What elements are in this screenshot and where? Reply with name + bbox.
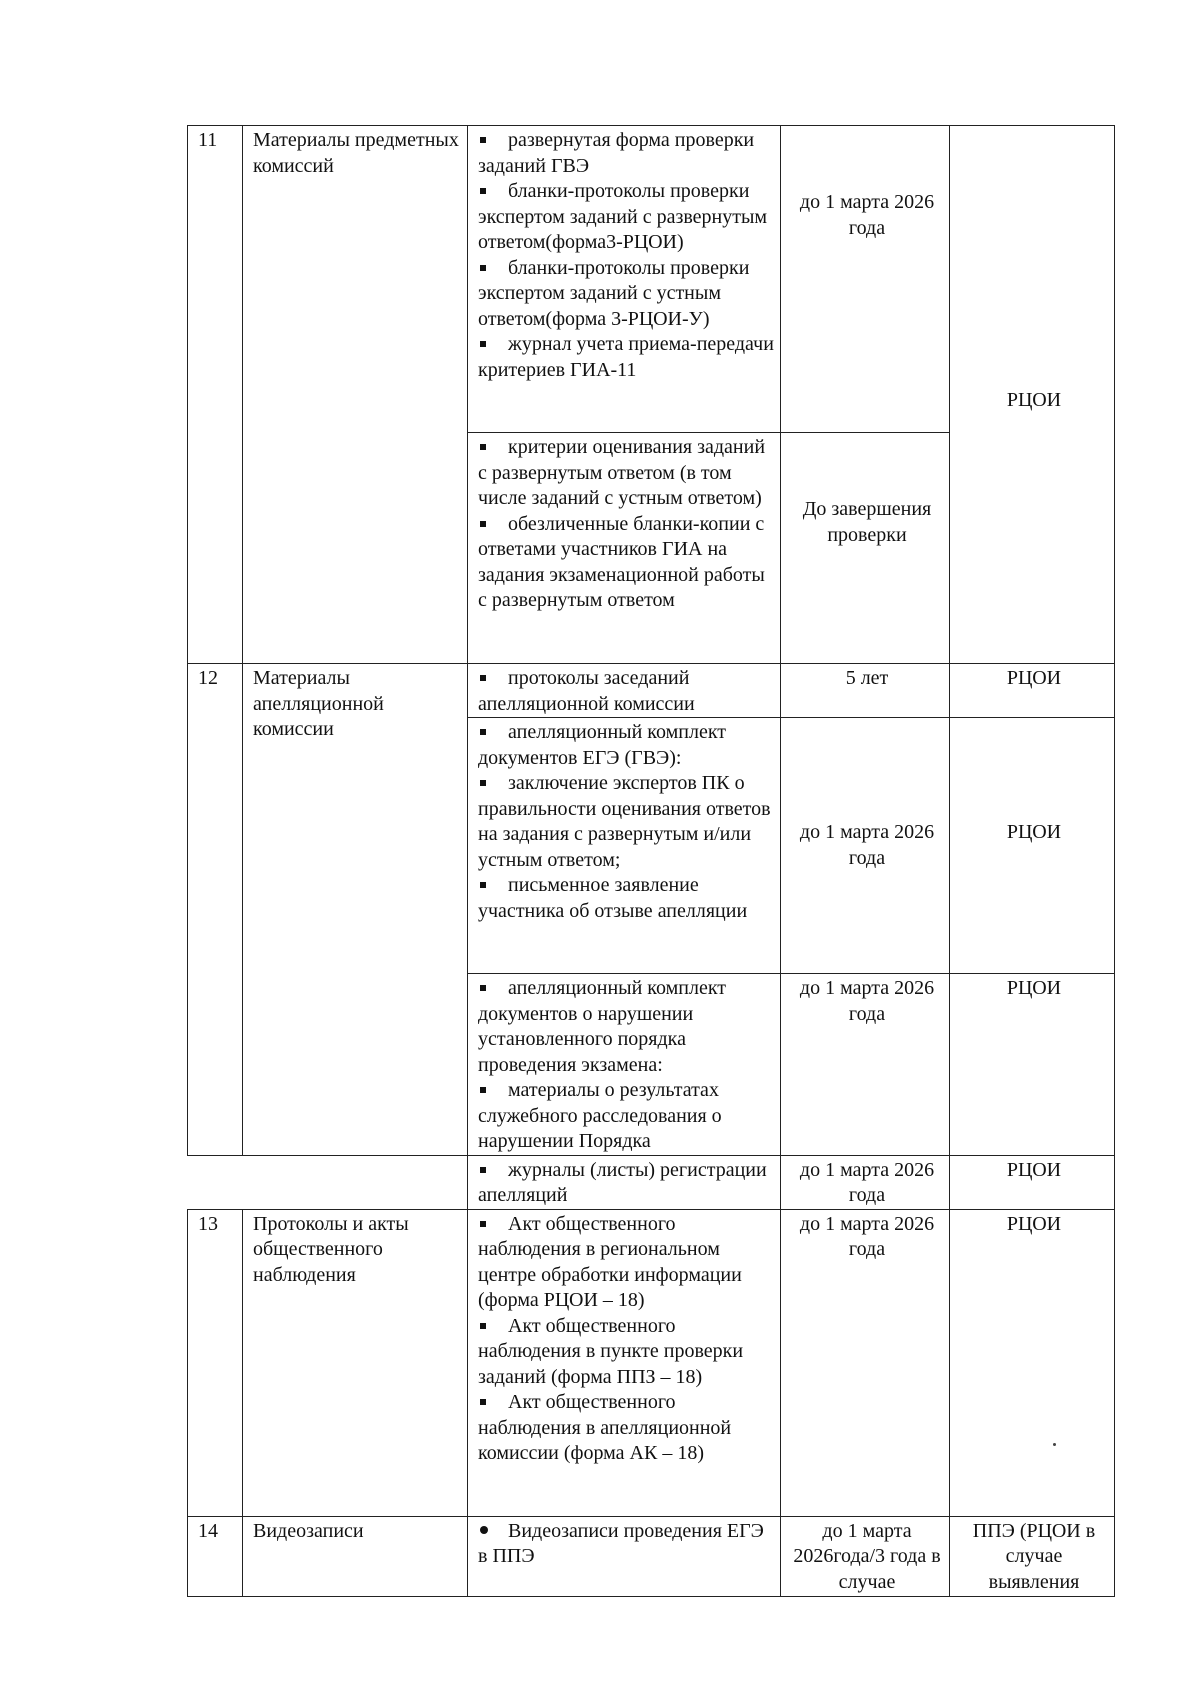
list-item [478, 1158, 774, 1209]
storage-term [781, 433, 950, 664]
list-item-text: протоколы заседаний апелляционной комиссии [478, 667, 695, 715]
bullet-dot-icon [478, 1519, 508, 1545]
list-item-text: Видеозаписи проведения ЕГЭ в ППЭ [478, 1519, 764, 1567]
doc-items-cell [468, 718, 781, 974]
doc-items [478, 720, 774, 924]
list-item [478, 435, 774, 512]
list-item [478, 179, 774, 256]
doc-items-cell [468, 433, 781, 664]
list-item-text: обезличенные бланки-копии с ответами участников ГИА на задания экзаменационной работы с развернутым ответом [478, 512, 765, 611]
storage-term: 5 лет [781, 664, 950, 718]
blank-cell [188, 1155, 468, 1209]
doc-items [478, 1519, 774, 1570]
storage-place: РЦОИ [950, 1155, 1115, 1209]
list-item-text: журнал учета приема-передачи критериев ГИА-11 [478, 333, 774, 381]
storage-term: до 1 марта 2026 года [781, 1209, 950, 1516]
doc-category: Материалы апелляционной комиссии [243, 664, 468, 1156]
list-item-text: апелляционный комплект документов ЕГЭ (ГВЭ): [478, 721, 727, 769]
bullet-square-icon [478, 666, 508, 692]
doc-items [478, 1212, 774, 1467]
list-item-text: бланки-протоколы проверки экспертом заданий с развернутым ответом(форма3-РЦОИ) [478, 180, 768, 253]
storage-term [781, 126, 950, 433]
bullet-square-icon [478, 128, 508, 154]
bullet-square-icon [478, 720, 508, 746]
bullet-square-icon [478, 873, 508, 899]
storage-term-text: до 1 марта 2026 года [799, 191, 935, 239]
doc-category: Видеозаписи [243, 1516, 468, 1596]
table-row [188, 1209, 1115, 1516]
storage-place: РЦОИ [950, 718, 1115, 974]
list-item-text: бланки-протоколы проверки экспертом заданий с устным ответом(форма 3-РЦОИ-У) [478, 256, 750, 330]
list-item [478, 1519, 774, 1570]
doc-items [478, 1158, 774, 1209]
row-number: 14 [188, 1516, 243, 1596]
bullet-square-icon [478, 1314, 508, 1340]
storage-place: РЦОИ [950, 126, 1115, 664]
table-row [188, 664, 1115, 718]
doc-category: Материалы предметных комиссий [243, 126, 468, 664]
bullet-square-icon [478, 332, 508, 358]
list-item [478, 332, 774, 383]
row-number: 13 [188, 1209, 243, 1516]
bullet-square-icon [478, 1078, 508, 1104]
list-item-text: критерии оценивания заданий с развернутым ответом (в том числе заданий с устным ответом) [478, 436, 766, 509]
storage-term: до 1 марта 2026 года [781, 974, 950, 1156]
bullet-square-icon [478, 1390, 508, 1416]
storage-term-text: До завершения проверки [802, 498, 932, 546]
list-item [478, 771, 774, 873]
bullet-square-icon [478, 1212, 508, 1238]
bullet-square-icon [478, 771, 508, 797]
doc-items-cell [468, 1209, 781, 1516]
list-item [478, 256, 774, 333]
doc-items-cell [468, 1516, 781, 1596]
list-item [478, 720, 774, 771]
row-number: 12 [188, 664, 243, 1156]
doc-items-cell [468, 1155, 781, 1209]
list-item [478, 1212, 774, 1314]
list-item [478, 1390, 774, 1467]
doc-items-cell [468, 974, 781, 1156]
bullet-square-icon [478, 179, 508, 205]
doc-items [478, 666, 774, 717]
list-item-text: письменное заявление участника об отзыве апелляции [478, 874, 748, 922]
list-item [478, 666, 774, 717]
list-item [478, 976, 774, 1078]
list-item-text: Акт общественного наблюдения в региональном центре обработки информации (форма РЦОИ – 18) [478, 1212, 742, 1311]
storage-term: до 1 марта 2026 года [781, 1155, 950, 1209]
list-item-text: материалы о результатах служебного расследования о нарушении Порядка [478, 1079, 722, 1152]
storage-term: до 1 марта 2026года/3 года в случае [781, 1516, 950, 1596]
scan-speck [1053, 1443, 1056, 1446]
doc-category: Протоколы и акты общественного наблюдения [243, 1209, 468, 1516]
list-item-text: заключение экспертов ПК о правильности оценивания ответов на задания с развернутым и/или устным ответом; [478, 772, 771, 871]
list-item-text: апелляционный комплект документов о нарушении установленного порядка проведения экзамена: [478, 977, 727, 1076]
storage-place: ППЭ (РЦОИ в случае выявления [950, 1516, 1115, 1596]
table-row [188, 1516, 1115, 1596]
storage-place: РЦОИ [950, 974, 1115, 1156]
list-item-text: журналы (листы) регистрации апелляций [478, 1158, 767, 1206]
doc-items [478, 976, 774, 1155]
doc-items [478, 128, 774, 383]
list-item-text: Акт общественного наблюдения в пункте проверки заданий (форма ППЗ – 18) [478, 1314, 744, 1388]
list-item [478, 512, 774, 614]
bullet-square-icon [478, 512, 508, 538]
storage-place: РЦОИ [950, 664, 1115, 718]
table-row [188, 1155, 1115, 1209]
doc-items [478, 435, 774, 614]
bullet-square-icon [478, 256, 508, 282]
bullet-square-icon [478, 1158, 508, 1184]
records-table [187, 125, 1115, 1597]
bullet-square-icon [478, 435, 508, 461]
list-item-text: развернутая форма проверки заданий ГВЭ [478, 129, 755, 177]
list-item-text: Акт общественного наблюдения в апелляционной комиссии (форма АК – 18) [478, 1391, 732, 1464]
bullet-square-icon [478, 976, 508, 1002]
list-item [478, 1314, 774, 1391]
storage-term [781, 718, 950, 974]
list-item [478, 128, 774, 179]
doc-items-cell [468, 126, 781, 433]
row-number: 11 [188, 126, 243, 664]
storage-place: РЦОИ [950, 1209, 1115, 1516]
table-row [188, 126, 1115, 433]
list-item [478, 1078, 774, 1155]
storage-term-text: до 1 марта 2026 года [799, 821, 935, 869]
doc-items-cell [468, 664, 781, 718]
list-item [478, 873, 774, 924]
